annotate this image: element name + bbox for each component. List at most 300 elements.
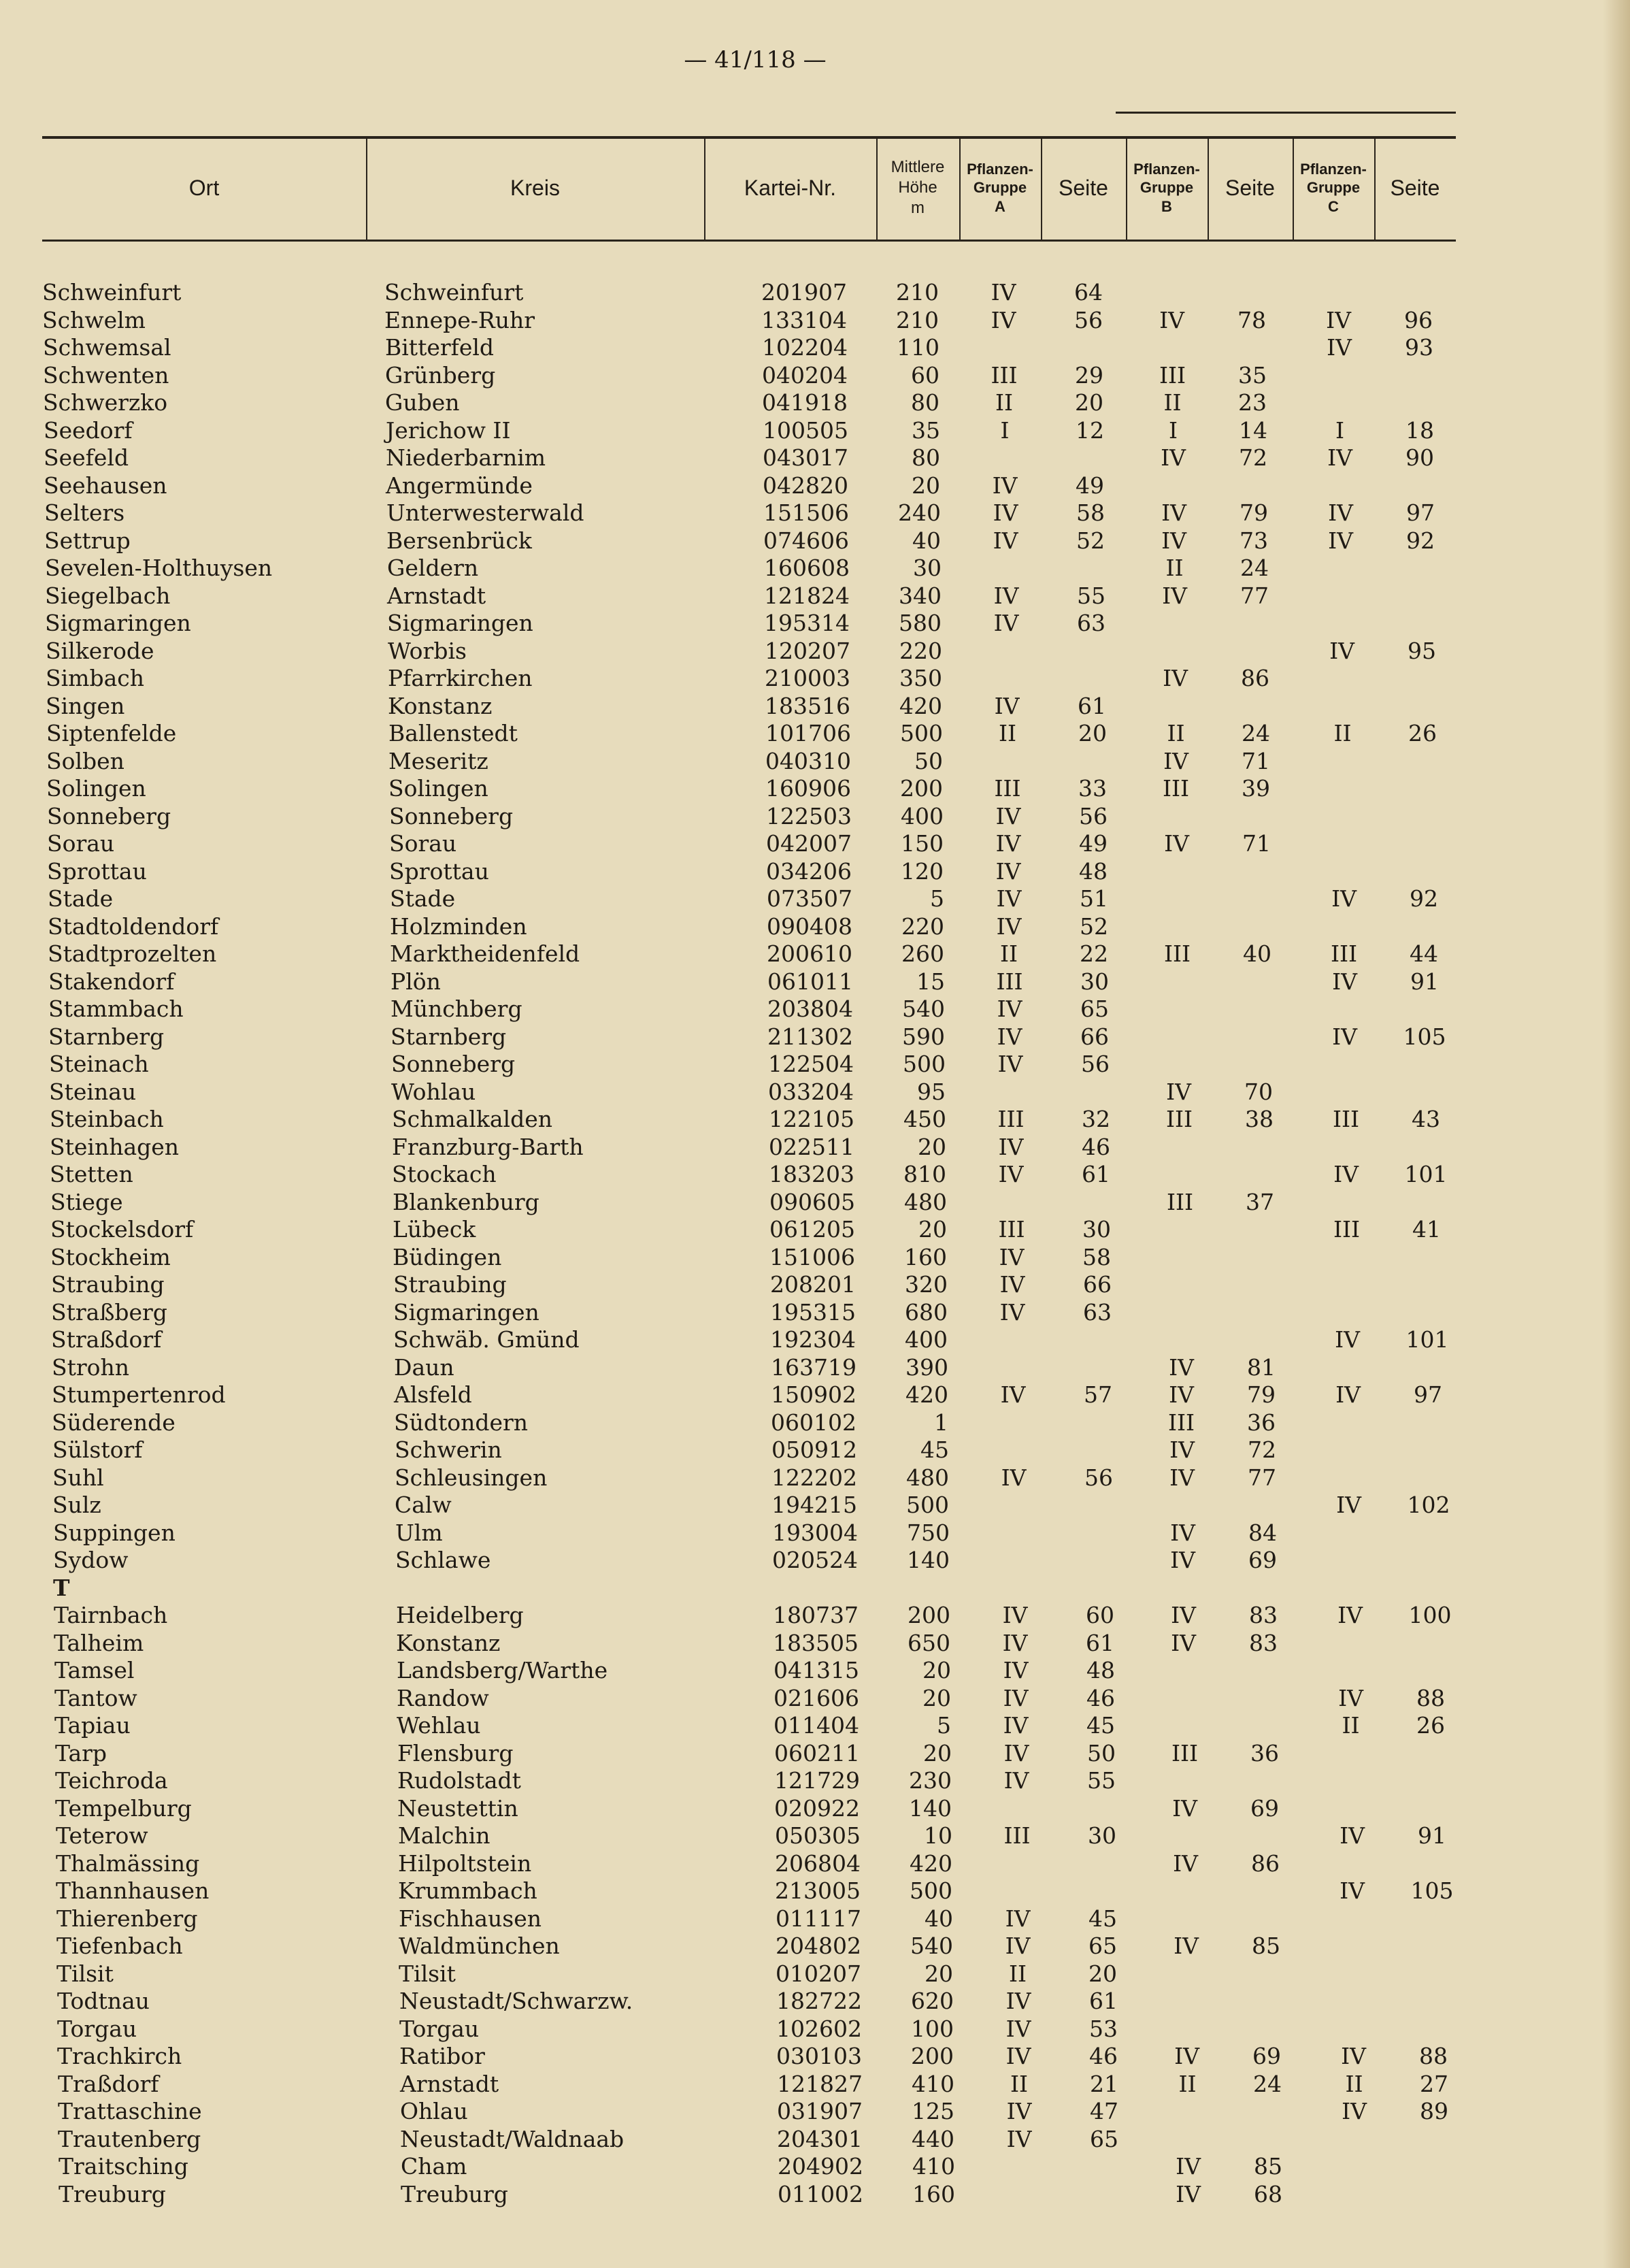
cell-gruppe-b: III (1166, 1188, 1194, 1215)
cell-kartei: 050912 (771, 1436, 857, 1463)
cell-kartei: 040204 (762, 361, 848, 389)
cell-kartei: 041918 (762, 389, 848, 416)
table-row (0, 1271, 1510, 1299)
cell-ort: Strohn (52, 1353, 130, 1381)
table-row (0, 1877, 1510, 1905)
cell-hoehe: 400 (905, 1326, 948, 1353)
cell-gruppe-b: III (1167, 1409, 1195, 1436)
cell-kartei: 180737 (773, 1602, 859, 1628)
cell-seite-a: 45 (1086, 1712, 1115, 1739)
cell-gruppe-c: IV (1340, 1822, 1365, 1849)
cell-ort: Sorau (47, 830, 115, 857)
cell-kreis: Niederbarnim (386, 444, 546, 471)
cell-hoehe: 20 (922, 1684, 951, 1711)
cell-gruppe-a: IV (1003, 1657, 1029, 1683)
table-row (0, 2016, 1510, 2043)
cell-kreis: Krummbach (398, 1877, 537, 1904)
cell-seite-a: 46 (1089, 2043, 1118, 2069)
cell-hoehe: 20 (923, 1739, 952, 1766)
cell-gruppe-a: IV (993, 499, 1018, 526)
cell-ort: Traßdorf (58, 2070, 159, 2097)
cell-kartei: 195314 (764, 610, 850, 636)
cell-gruppe-b: IV (1176, 2180, 1201, 2207)
cell-seite-a: 60 (1086, 1602, 1114, 1628)
cell-kartei: 201907 (761, 279, 847, 306)
cell-kartei: 122503 (766, 802, 852, 829)
cell-kreis: Daun (394, 1353, 454, 1381)
cell-gruppe-c: II (1333, 720, 1352, 746)
cell-kreis: Sigmaringen (393, 1298, 539, 1326)
cell-kreis: Lübeck (393, 1216, 476, 1243)
table-row (0, 307, 1510, 335)
cell-hoehe: 80 (912, 444, 940, 471)
cell-gruppe-b: III (1162, 775, 1190, 802)
cell-kartei: 151506 (763, 499, 849, 526)
cell-hoehe: 390 (905, 1353, 948, 1381)
cell-ort: Solben (46, 747, 124, 774)
table-row (0, 638, 1510, 665)
table-row (0, 693, 1510, 721)
cell-ort: Stetten (50, 1161, 133, 1187)
cell-kartei: 031907 (777, 2098, 863, 2124)
cell-seite-b: 35 (1238, 361, 1267, 389)
cell-gruppe-c: IV (1326, 306, 1351, 333)
cell-ort: Sigmaringen (45, 610, 191, 636)
cell-hoehe: 420 (905, 1381, 948, 1408)
cell-seite-a: 12 (1076, 416, 1104, 444)
cell-kreis: Angermünde (386, 472, 533, 499)
cell-gruppe-b: IV (1164, 830, 1189, 857)
cell-kreis: Münchberg (390, 996, 522, 1022)
cell-kreis: Malchin (398, 1822, 490, 1849)
cell-kreis: Wehlau (397, 1712, 481, 1739)
cell-seite-a: 45 (1088, 1905, 1117, 1932)
cell-seite-a: 61 (1086, 1629, 1114, 1656)
cell-gruppe-b: IV (1159, 306, 1184, 333)
table-row (0, 389, 1510, 417)
table-row (0, 1712, 1510, 1740)
cell-seite-a: 56 (1084, 1464, 1113, 1491)
cell-seite-b: 86 (1241, 665, 1269, 691)
cell-seite-b: 85 (1252, 1933, 1280, 1959)
table-row (0, 1409, 1510, 1437)
cell-hoehe: 260 (901, 940, 944, 967)
cell-seite-a: 32 (1082, 1106, 1110, 1132)
table-row (0, 1189, 1510, 1217)
cell-ort: Sonneberg (47, 802, 171, 829)
cell-kartei: 195315 (770, 1298, 856, 1326)
cell-gruppe-c: III (1332, 1106, 1360, 1132)
cell-seite-a: 30 (1082, 1216, 1111, 1243)
cell-kreis: Konstanz (396, 1629, 501, 1656)
cell-gruppe-b: I (1168, 416, 1178, 444)
cell-seite-a: 46 (1082, 1133, 1110, 1160)
cell-gruppe-b: IV (1161, 444, 1186, 471)
cell-kartei: 208201 (770, 1271, 856, 1298)
cell-hoehe: 400 (901, 802, 944, 829)
cell-gruppe-a: II (999, 940, 1018, 967)
cell-gruppe-b: IV (1161, 499, 1186, 526)
cell-kreis: Sigmaringen (387, 610, 533, 636)
cell-kreis: Jerichow II (386, 416, 511, 444)
cell-gruppe-c: IV (1342, 2098, 1367, 2124)
section-letter-row (0, 1575, 1510, 1603)
cell-kreis: Plön (390, 968, 441, 995)
cell-hoehe: 110 (897, 334, 939, 361)
cell-kartei: 120207 (765, 637, 850, 664)
table-row (0, 885, 1510, 913)
cell-seite-a: 66 (1080, 1023, 1109, 1050)
cell-seite-c: 91 (1410, 968, 1439, 995)
table-row (0, 1051, 1510, 1079)
cell-kreis: Torgau (399, 2015, 480, 2042)
cell-gruppe-a: IV (999, 1243, 1025, 1270)
cell-ort: Simbach (46, 665, 144, 691)
cell-ort: Straubing (51, 1271, 165, 1298)
cell-hoehe: 420 (910, 1850, 952, 1877)
cell-hoehe: 160 (912, 2180, 955, 2207)
table-row (0, 858, 1510, 886)
cell-gruppe-a: IV (1003, 1739, 1029, 1766)
cell-seite-b: 40 (1243, 940, 1271, 967)
table-row (0, 775, 1510, 803)
cell-gruppe-a: IV (997, 1051, 1023, 1077)
cell-seite-a: 56 (1074, 306, 1103, 333)
cell-gruppe-c: IV (1332, 968, 1357, 995)
cell-gruppe-a: I (1000, 416, 1010, 444)
cell-seite-b: 79 (1247, 1381, 1276, 1408)
cell-hoehe: 350 (899, 665, 942, 691)
cell-hoehe: 20 (918, 1216, 947, 1243)
cell-hoehe: 1 (934, 1409, 948, 1436)
cell-gruppe-a: IV (993, 582, 1019, 609)
table-row (0, 1519, 1510, 1547)
cell-seite-a: 22 (1080, 940, 1108, 967)
cell-ort: Siptenfelde (46, 720, 177, 746)
table-row (0, 1464, 1510, 1492)
cell-ort: Tairnbach (54, 1602, 168, 1628)
cell-gruppe-c: IV (1328, 527, 1353, 554)
cell-gruppe-a: IV (996, 885, 1022, 912)
cell-hoehe: 220 (901, 913, 944, 940)
table-row (0, 803, 1510, 831)
cell-ort: Stade (48, 885, 114, 912)
cell-kreis: Worbis (388, 637, 467, 664)
table-row (0, 1657, 1510, 1685)
cell-gruppe-a: IV (995, 802, 1021, 829)
cell-seite-b: 78 (1237, 306, 1266, 333)
cell-kartei: 033204 (768, 1078, 854, 1105)
cell-seite-c: 88 (1416, 1684, 1445, 1711)
cell-gruppe-c: IV (1327, 444, 1352, 471)
header-ort: Ort (188, 176, 220, 200)
cell-seite-a: 51 (1080, 885, 1108, 912)
cell-kreis: Heidelberg (396, 1602, 524, 1628)
cell-gruppe-b: IV (1174, 2043, 1199, 2069)
cell-ort: Stockheim (50, 1243, 171, 1270)
cell-ort: Tapiau (54, 1712, 131, 1739)
cell-gruppe-a: III (994, 775, 1021, 802)
cell-kreis: Stockach (392, 1161, 497, 1187)
cell-kreis: Marktheidenfeld (390, 940, 580, 967)
cell-gruppe-c: III (1330, 940, 1358, 967)
cell-gruppe-a: IV (994, 692, 1020, 719)
header-kartei: Kartei-Nr. (744, 176, 837, 200)
cell-gruppe-c: IV (1340, 1877, 1365, 1904)
cell-ort: Steinach (49, 1051, 149, 1077)
cell-gruppe-a: II (1010, 2070, 1029, 2097)
cell-seite-c: 92 (1406, 527, 1435, 554)
cell-gruppe-b: IV (1166, 1078, 1191, 1105)
cell-hoehe: 20 (922, 1657, 951, 1683)
cell-hoehe: 5 (930, 885, 944, 912)
cell-seite-a: 20 (1075, 389, 1103, 416)
cell-seite-a: 63 (1077, 610, 1105, 636)
cell-kreis: Stade (390, 885, 456, 912)
cell-gruppe-a: IV (1003, 1684, 1029, 1711)
cell-ort: Suhl (52, 1464, 104, 1491)
table-row (0, 1134, 1510, 1162)
cell-seite-b: 77 (1240, 582, 1269, 609)
table-row (0, 1602, 1510, 1630)
header-gruppe-a-line1: Pflanzen- (967, 160, 1033, 178)
cell-gruppe-c: III (1333, 1216, 1361, 1243)
cell-ort: Trachkirch (57, 2043, 182, 2069)
cell-kreis: Südtondern (394, 1409, 529, 1436)
cell-hoehe: 20 (918, 1133, 946, 1160)
cell-seite-b: 71 (1242, 747, 1270, 774)
cell-kartei: 073507 (767, 885, 852, 912)
cell-ort: Stadtoldendorf (48, 913, 219, 940)
cell-kreis: Neustettin (397, 1794, 518, 1822)
cell-gruppe-a: IV (1005, 1933, 1031, 1959)
cell-hoehe: 200 (911, 2043, 954, 2069)
cell-seite-a: 52 (1080, 913, 1108, 940)
cell-ort: Siegelbach (45, 582, 171, 609)
cell-seite-b: 14 (1239, 416, 1267, 444)
table-row (0, 940, 1510, 968)
cell-gruppe-a: III (997, 1106, 1025, 1132)
cell-ort: Stockelsdorf (50, 1216, 194, 1243)
cell-hoehe: 20 (925, 1960, 953, 1987)
cell-kreis: Neustadt/Schwarzw. (399, 1988, 633, 2014)
cell-gruppe-c: IV (1335, 1326, 1360, 1353)
table-row (0, 2181, 1510, 2209)
cell-hoehe: 35 (912, 416, 940, 444)
cell-kartei: 041315 (774, 1657, 859, 1683)
cell-kreis: Schwäb. Gmünd (393, 1326, 580, 1353)
cell-seite-c: 44 (1410, 940, 1438, 967)
header-seite-c: Seite (1390, 176, 1440, 200)
cell-seite-b: 81 (1247, 1353, 1276, 1381)
cell-kartei: 100505 (763, 416, 848, 444)
header-kreis: Kreis (510, 176, 560, 200)
cell-ort: Tarp (55, 1739, 107, 1766)
cell-gruppe-c: IV (1336, 1492, 1361, 1518)
cell-kreis: Treuburg (401, 2180, 508, 2207)
cell-ort: Stumpertenrod (52, 1381, 226, 1408)
cell-hoehe: 40 (925, 1905, 953, 1932)
header-gruppe-b-line2: Gruppe (1140, 179, 1194, 197)
cell-kartei: 133104 (761, 306, 847, 333)
cell-hoehe: 150 (901, 830, 944, 857)
table-row (0, 582, 1510, 610)
cell-kreis: Arnstadt (400, 2070, 499, 2097)
cell-gruppe-a: II (998, 720, 1017, 746)
cell-gruppe-b: IV (1161, 527, 1186, 554)
table-row (0, 499, 1510, 527)
cell-seite-b: 39 (1242, 775, 1270, 802)
cell-kreis: Bitterfeld (385, 334, 495, 361)
cell-kreis: Ratibor (399, 2043, 485, 2069)
cell-ort: Straßdorf (51, 1326, 162, 1353)
header-hoehe-line1: Mittlere (891, 158, 945, 176)
header-gruppe-a-line3: A (995, 197, 1005, 215)
cell-kartei: 010207 (776, 1960, 861, 1987)
cell-kreis: Waldmünchen (399, 1933, 560, 1959)
cell-hoehe: 500 (900, 720, 943, 746)
cell-kartei: 203804 (767, 996, 853, 1022)
cell-ort: Teichroda (55, 1767, 168, 1794)
cell-seite-c: 105 (1403, 1023, 1446, 1050)
cell-gruppe-c: IV (1335, 1381, 1361, 1408)
cell-hoehe: 10 (924, 1822, 952, 1849)
table-row (0, 1933, 1510, 1960)
cell-seite-a: 63 (1083, 1298, 1112, 1326)
cell-kreis: Geldern (387, 555, 479, 581)
cell-gruppe-a: IV (992, 472, 1018, 499)
table-row (0, 1381, 1510, 1409)
table-row (0, 913, 1510, 941)
cell-seite-b: 38 (1245, 1106, 1274, 1132)
cell-hoehe: 680 (905, 1298, 948, 1326)
cell-kartei: 020922 (774, 1794, 860, 1822)
cell-gruppe-b: II (1165, 555, 1184, 581)
cell-kreis: Randow (397, 1684, 489, 1711)
cell-kartei: 011002 (778, 2180, 863, 2207)
table-row (0, 555, 1510, 582)
header-seite-a: Seite (1059, 176, 1108, 200)
table-row (0, 1547, 1510, 1575)
cell-seite-c: 18 (1406, 416, 1434, 444)
cell-seite-c: 89 (1420, 2098, 1448, 2124)
cell-kartei: 043017 (763, 444, 848, 471)
table-row (0, 2126, 1510, 2154)
cell-seite-c: 26 (1416, 1712, 1445, 1739)
table-row (0, 2071, 1510, 2099)
cell-seite-a: 66 (1083, 1271, 1112, 1298)
cell-kartei: 121824 (764, 582, 850, 609)
cell-hoehe: 580 (899, 610, 942, 636)
cell-hoehe: 20 (912, 472, 940, 499)
cell-ort: Schweinfurt (42, 279, 182, 306)
cell-seite-b: 69 (1248, 1547, 1277, 1573)
table-row (0, 1960, 1510, 1988)
cell-kreis: Fischhausen (399, 1905, 542, 1932)
cell-kreis: Guben (385, 389, 460, 416)
cell-hoehe: 450 (903, 1106, 946, 1132)
cell-gruppe-a: IV (1005, 2043, 1031, 2069)
cell-ort: Tamsel (54, 1657, 135, 1683)
cell-ort: Steinhagen (50, 1133, 180, 1160)
cell-kartei: 060211 (774, 1739, 860, 1766)
cell-seite-c: 97 (1414, 1381, 1442, 1408)
cell-ort: Stiege (50, 1188, 123, 1215)
cell-ort: Thannhausen (56, 1877, 210, 1904)
cell-seite-b: 68 (1254, 2180, 1282, 2207)
header-gruppe-c-line2: Gruppe (1306, 179, 1361, 197)
cell-gruppe-c: IV (1331, 885, 1357, 912)
cell-ort: Stammbach (48, 996, 184, 1022)
cell-gruppe-b: IV (1169, 1353, 1194, 1381)
cell-hoehe: 50 (914, 747, 943, 774)
cell-kartei: 021606 (774, 1684, 859, 1711)
cell-kartei: 163719 (771, 1353, 856, 1381)
cell-ort: Tempelburg (55, 1794, 192, 1822)
cell-ort: T (53, 1574, 70, 1601)
cell-gruppe-a: IV (991, 306, 1016, 333)
table-row (0, 1436, 1510, 1464)
cell-hoehe: 480 (906, 1464, 949, 1491)
cell-gruppe-a: IV (996, 913, 1022, 940)
cell-ort: Starnberg (48, 1023, 165, 1050)
cell-kartei: 011404 (774, 1712, 859, 1739)
cell-seite-c: 102 (1407, 1492, 1450, 1518)
cell-kreis: Flensburg (397, 1739, 514, 1766)
cell-gruppe-a: IV (995, 857, 1021, 885)
cell-gruppe-c: IV (1333, 1161, 1359, 1187)
table-row (0, 1630, 1510, 1658)
cell-kreis: Sprottau (389, 857, 489, 885)
table-row (0, 720, 1510, 748)
table-body (0, 279, 1510, 2208)
table-row (0, 610, 1510, 638)
table-row (0, 1161, 1510, 1189)
cell-gruppe-b: IV (1163, 747, 1188, 774)
cell-seite-b: 24 (1253, 2070, 1282, 2097)
cell-seite-c: 92 (1410, 885, 1438, 912)
cell-hoehe: 200 (908, 1602, 950, 1628)
table-row (0, 1988, 1510, 2016)
table-row (0, 2153, 1510, 2181)
cell-gruppe-a: III (1003, 1822, 1031, 1849)
cell-seite-b: 23 (1238, 389, 1267, 416)
header-gruppe-b-line3: B (1161, 197, 1172, 215)
cell-ort: Teterow (56, 1822, 148, 1849)
cell-seite-b: 72 (1248, 1436, 1276, 1463)
cell-hoehe: 200 (900, 775, 943, 802)
cell-kartei: 102204 (762, 334, 848, 361)
cell-gruppe-a: IV (999, 1271, 1025, 1298)
cell-ort: Schwemsal (43, 334, 171, 361)
cell-kreis: Solingen (388, 775, 488, 802)
cell-ort: Sülstorf (52, 1436, 143, 1463)
cell-seite-b: 69 (1252, 2043, 1281, 2069)
table-row (0, 665, 1510, 693)
cell-ort: Straßberg (51, 1298, 167, 1326)
cell-seite-a: 56 (1081, 1051, 1110, 1077)
cell-seite-a: 21 (1090, 2070, 1118, 2097)
cell-gruppe-a: IV (1001, 1464, 1027, 1491)
cell-seite-a: 53 (1089, 2015, 1118, 2042)
cell-hoehe: 620 (911, 1988, 954, 2014)
cell-ort: Tantow (54, 1684, 137, 1711)
cell-kreis: Cham (401, 2153, 467, 2180)
cell-hoehe: 410 (912, 2153, 955, 2180)
cell-kreis: Neustadt/Waldnaab (400, 2125, 625, 2152)
cell-seite-c: 101 (1404, 1161, 1448, 1187)
table-row (0, 362, 1510, 390)
